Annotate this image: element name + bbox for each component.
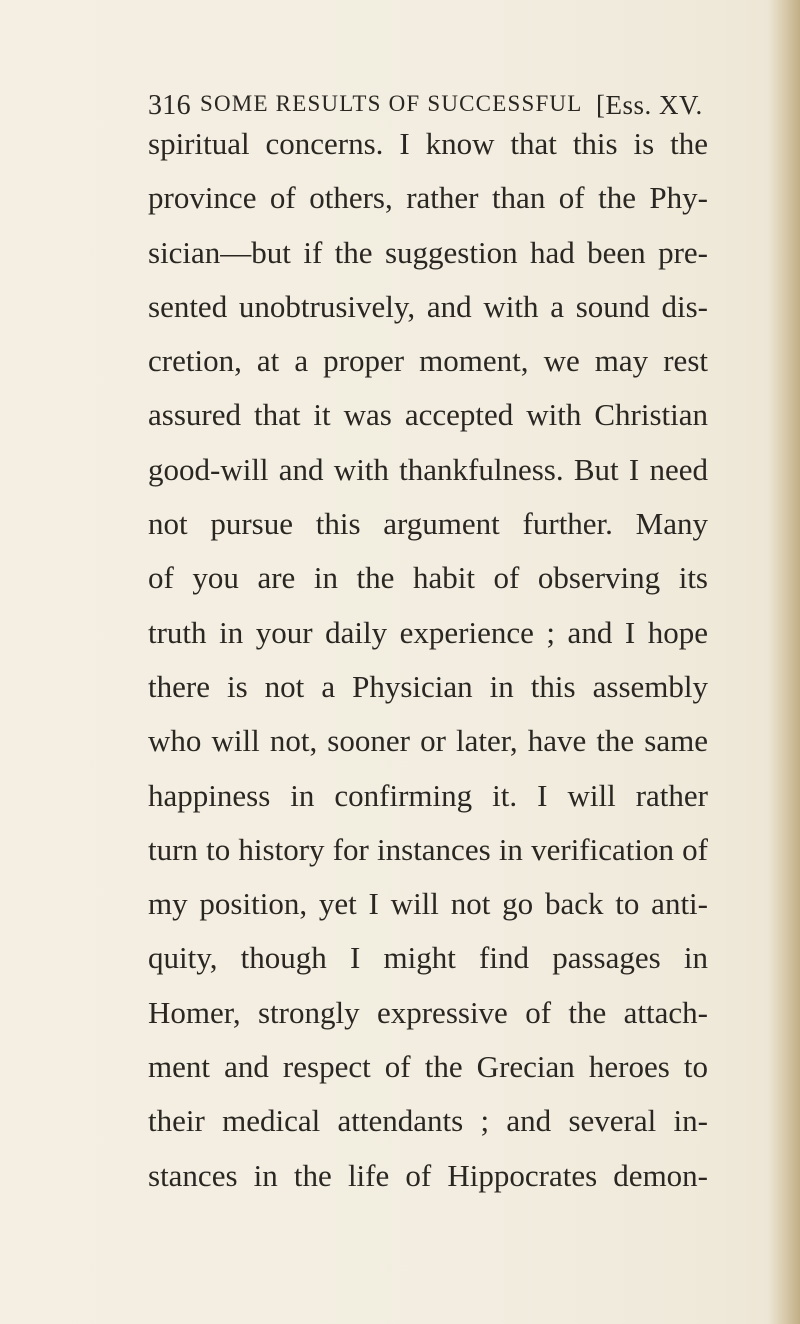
text-line: who will not, sooner or later, have the same [148, 723, 708, 759]
text-line: good-will and with thankfulness. But I need [148, 451, 708, 487]
text-line: ment and respect of the Grecian heroes to [148, 1049, 708, 1085]
text-line: quity, though I might find passages in [148, 940, 708, 976]
page-number: 316 [148, 90, 191, 121]
text-line: of you are in the habit of observing its [148, 560, 708, 596]
running-title: SOME RESULTS OF SUCCESSFUL [200, 91, 583, 116]
body-text [148, 117, 708, 1203]
text-line: sented unobtrusively, and with a sound dis- [148, 288, 708, 324]
text-line: happiness in confirming it. I will rather [148, 777, 708, 813]
text-line: turn to history for instances in verification of [148, 831, 708, 867]
section-reference: [Ess. XV. [596, 90, 703, 120]
text-line: stances in the life of Hippocrates demon- [148, 1157, 708, 1193]
text-line: there is not a Physician in this assembly [148, 668, 708, 704]
text-line: province of others, rather than of the Phy- [148, 180, 708, 216]
text-line: Homer, strongly expressive of the attach- [148, 994, 708, 1030]
text-line: my position, yet I will not go back to anti- [148, 886, 708, 922]
text-line: assured that it was accepted with Christian [148, 397, 708, 433]
text-line: spiritual concerns. I know that this is the [148, 126, 708, 161]
text-line: cretion, at a proper moment, we may rest [148, 343, 708, 379]
text-line: truth in your daily experience ; and I hope [148, 614, 708, 650]
text-line: not pursue this argument further. Many [148, 506, 708, 542]
text-line: their medical attendants ; and several in- [148, 1103, 708, 1139]
text-line: sician—but if the suggestion had been pre- [148, 234, 708, 270]
page-edge-shading [768, 0, 800, 1324]
